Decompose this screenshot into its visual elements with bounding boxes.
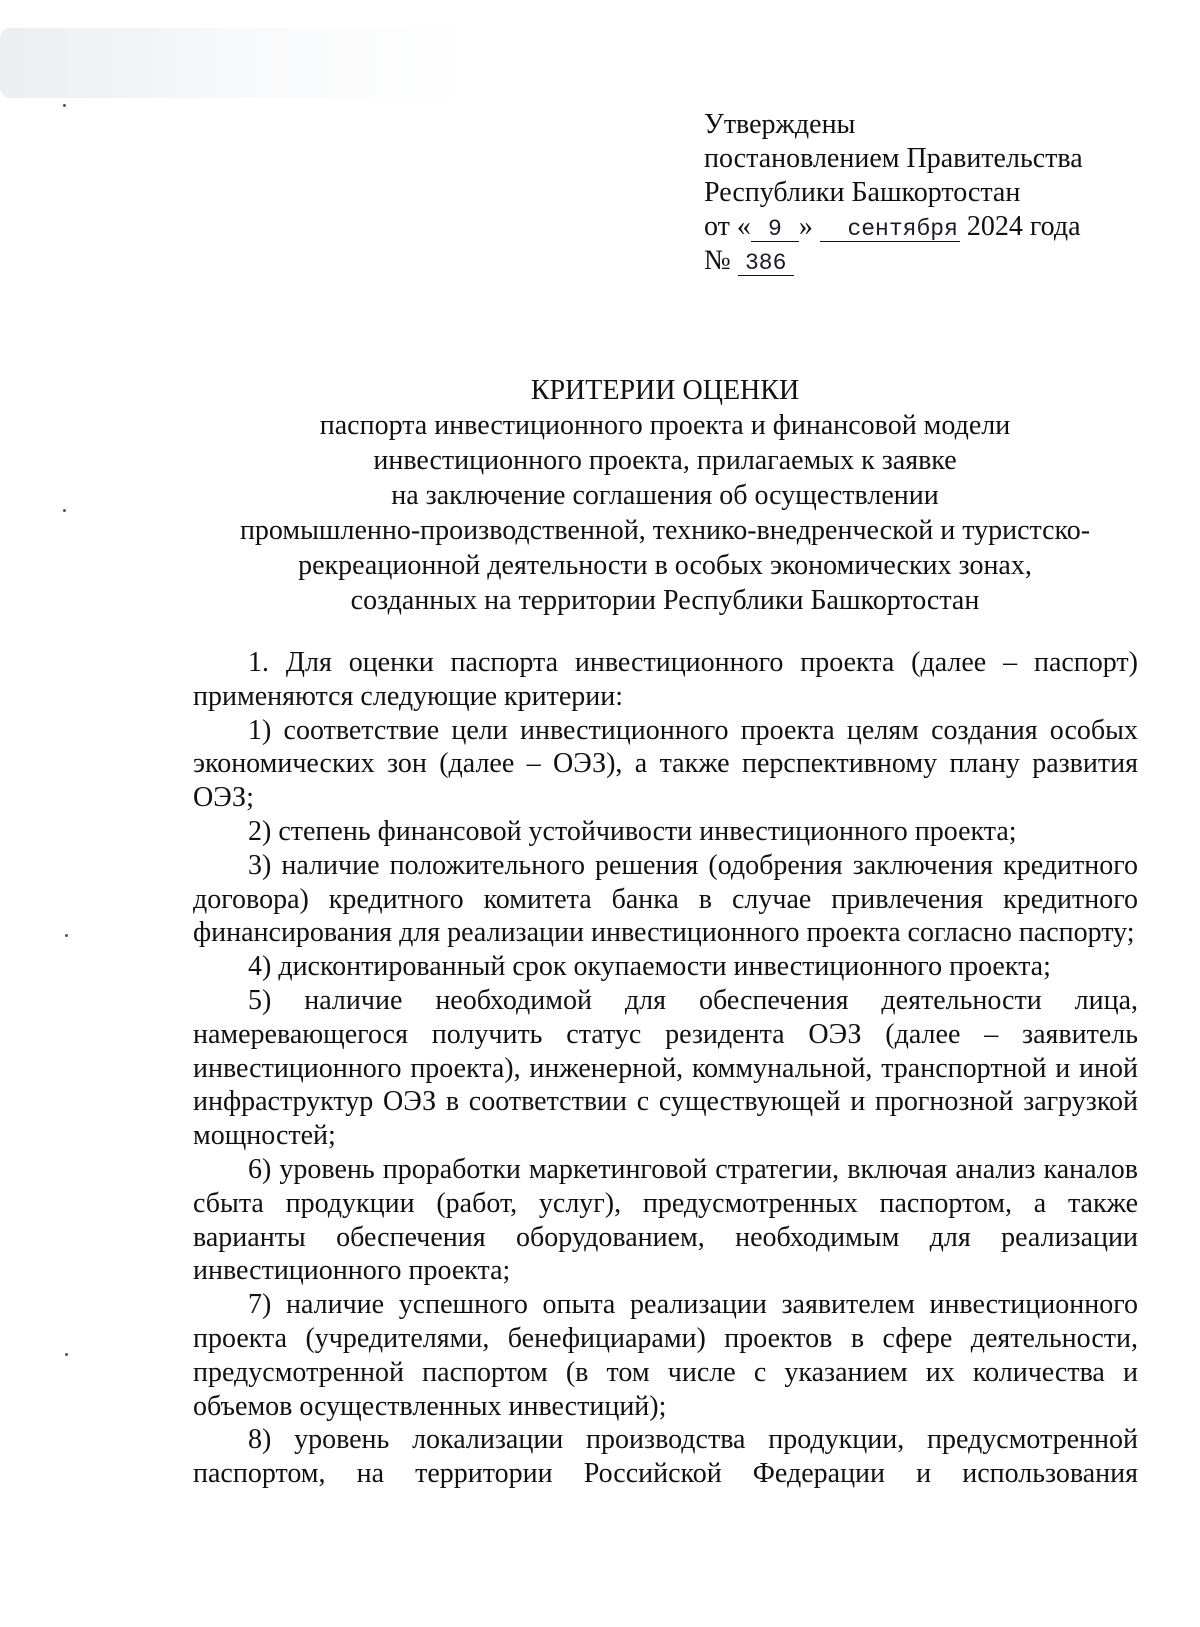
document-heading: КРИТЕРИИ ОЦЕНКИ <box>530 375 800 406</box>
approval-year: 2024 года <box>966 211 1081 242</box>
scan-speck <box>65 1353 68 1356</box>
criterion-7: 7) наличие успешного опыта реализации заявителем инвестиционного проекта (учредителями, бенефициарами) проектов в сфере деятельности, предусмотренной паспортом (в том числе с указанием их количества и объемов осуществленных инвестиций); <box>193 1289 1138 1422</box>
subtitle-line: паспорта инвестиционного проекта и финансовой модели <box>319 410 1011 441</box>
date-mid: » <box>798 211 813 242</box>
scan-speck <box>65 934 68 937</box>
criterion-6: 6) уровень проработки маркетинговой стратегии, включая анализ каналов сбыта продукции (работ, услуг), предусмотренных паспортом, а также варианты обеспечения оборудованием, необходимым для реализации инвестиционного проекта; <box>193 1153 1138 1287</box>
paragraph-intro: 1. Для оценки паспорта инвестиционного проекта (далее – паспорт) применяются следующие критерии: <box>193 647 1138 712</box>
subtitle-line: созданных на территории Республики Башкортостан <box>350 585 980 616</box>
approval-line-3: Республики Башкортостан <box>704 177 1021 208</box>
approval-month: сентября <box>820 217 960 242</box>
document-title-block <box>190 373 1140 618</box>
approval-date-line <box>704 210 1083 244</box>
subtitle-line: на заключение соглашения об осуществлении <box>391 480 939 511</box>
criterion-3: 3) наличие положительного решения (одобрения заключения кредитного договора) кредитного комитета банка в случае привлечения кредитного финансирования для реализации инвестиционного проекта согласно паспорту; <box>193 849 1138 949</box>
criterion-2: 2) степень финансовой устойчивости инвестиционного проекта; <box>248 815 1017 847</box>
criterion-1: 1) соответствие цели инвестиционного проекта целям создания особых экономических зон (далее – ОЭЗ), а также перспективному плану развития ОЭЗ; <box>193 714 1138 814</box>
document-body <box>193 646 1138 1491</box>
date-prefix: от « <box>704 211 751 242</box>
criterion-5: 5) наличие необходимой для обеспечения деятельности лица, намеревающегося получить статус резидента ОЭЗ (далее – заявитель инвестиционного проекта), инженерной, коммунальной, транспортной и иной инфраструктур ОЭЗ в соответствии с существующей и прогнозной загрузкой мощностей; <box>193 984 1138 1152</box>
approval-stamp-block <box>704 108 1083 278</box>
criterion-4: 4) дисконтированный срок окупаемости инвестиционного проекта; <box>248 951 1051 983</box>
approval-day: 9 <box>751 217 799 242</box>
criterion-8: 8) уровень локализации производства продукции, предусмотренной паспортом, на территории Российской Федерации и использования <box>193 1424 1138 1490</box>
approval-number: 386 <box>738 251 794 276</box>
number-prefix: № <box>704 245 731 276</box>
scan-smudge <box>0 28 470 98</box>
scan-speck <box>63 104 66 107</box>
approval-line-2: постановлением Правительства <box>704 143 1083 174</box>
scan-speck <box>63 509 66 512</box>
approval-line-1: Утверждены <box>704 109 856 140</box>
approval-number-line <box>704 244 1083 278</box>
subtitle-line: промышленно-производственной, технико-внедренческой и туристско- <box>239 515 1091 546</box>
subtitle-line: рекреационной деятельности в особых экономических зонах, <box>298 550 1032 581</box>
subtitle-line: инвестиционного проекта, прилагаемых к заявке <box>373 445 957 476</box>
